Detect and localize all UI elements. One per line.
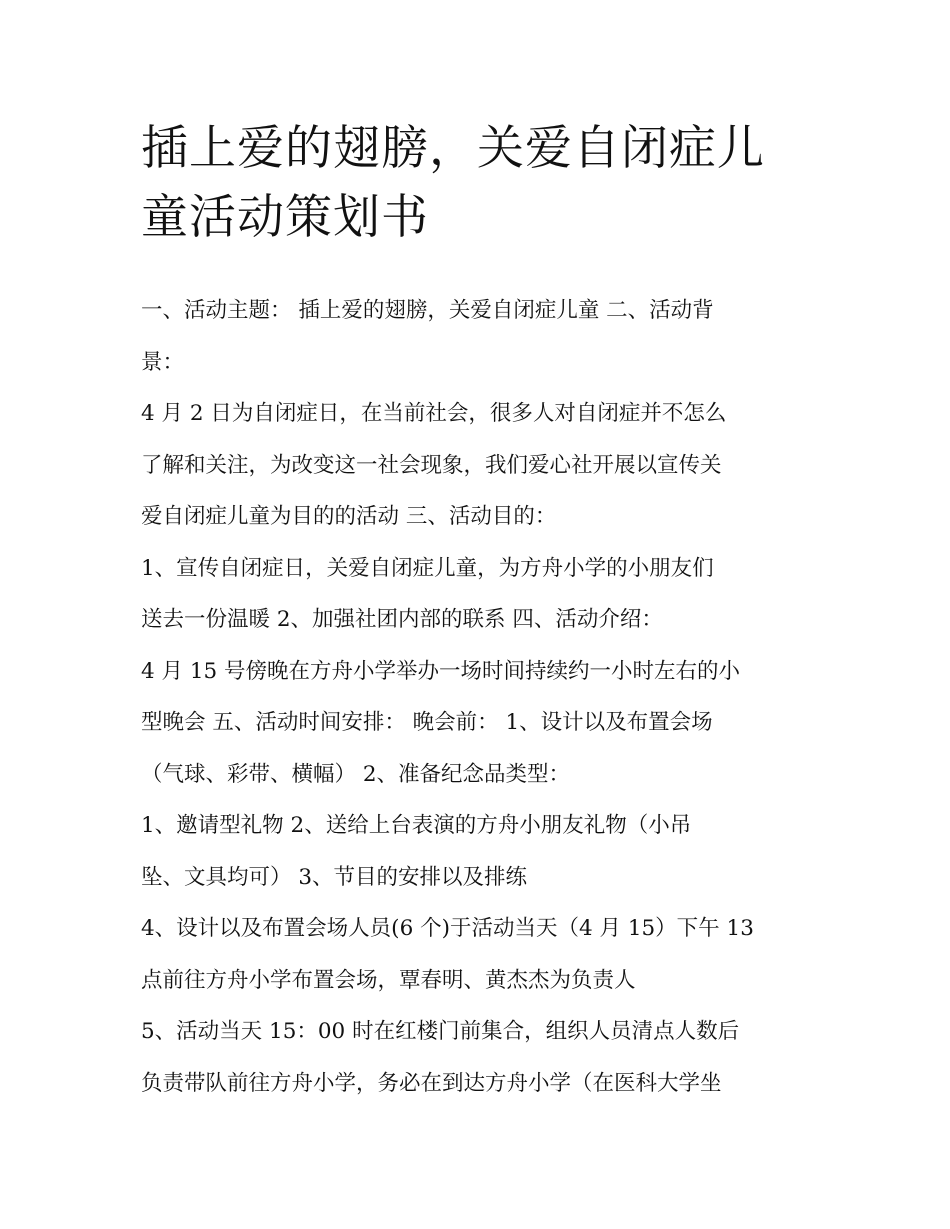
body-line: 坠、文具均可） 3、节目的安排以及排练 [141, 864, 528, 890]
body-line: 5、活动当天 15：00 时在红楼门前集合，组织人员清点人数后 [141, 1019, 740, 1044]
body-line: 4 月 2 日为自闭症日，在当前社会，很多人对自闭症并不怎么 [141, 401, 727, 426]
body-line: 负责带队前往方舟小学，务必在到达方舟小学（在医科大学坐 [141, 1070, 722, 1096]
document-page [141, 116, 813, 1096]
body-line: 型晚会 五、活动时间安排： 晚会前： 1、设计以及布置会场 [141, 710, 713, 735]
body-line: 4、设计以及布置会场人员(6 个)于活动当天（4 月 15）下午 13 [141, 916, 754, 941]
body-line: 送去一份温暖 2、加强社团内部的联系 四、活动介绍： [141, 607, 663, 632]
body-line: （气球、彩带、横幅） 2、准备纪念品类型： [141, 761, 571, 787]
body-line: 点前往方舟小学布置会场，覃春明、黄杰杰为负责人 [141, 967, 636, 993]
body-line: 景： [141, 349, 185, 375]
document-title-line-2: 童活动策划书 [141, 190, 429, 245]
body-line: 1、邀请型礼物 2、送给上台表演的方舟小朋友礼物（小吊 [141, 813, 692, 838]
body-line: 1、宣传自闭症日，关爱自闭症儿童，为方舟小学的小朋友们 [141, 555, 714, 581]
body-line: 4 月 15 号傍晚在方舟小学举办一场时间持续约一小时左右的小 [141, 658, 741, 684]
document-title-line-1: 插上爱的翅膀，关爱自闭症儿 [141, 121, 765, 176]
body-line: 一、活动主题： 插上爱的翅膀，关爱自闭症儿童 二、活动背 [141, 298, 714, 323]
document-body [141, 285, 813, 1109]
body-line: 了解和关注，为改变这一社会现象，我们爱心社开展以宣传关 [141, 452, 722, 478]
body-line: 爱自闭症儿童为目的的活动 三、活动目的： [141, 504, 557, 529]
